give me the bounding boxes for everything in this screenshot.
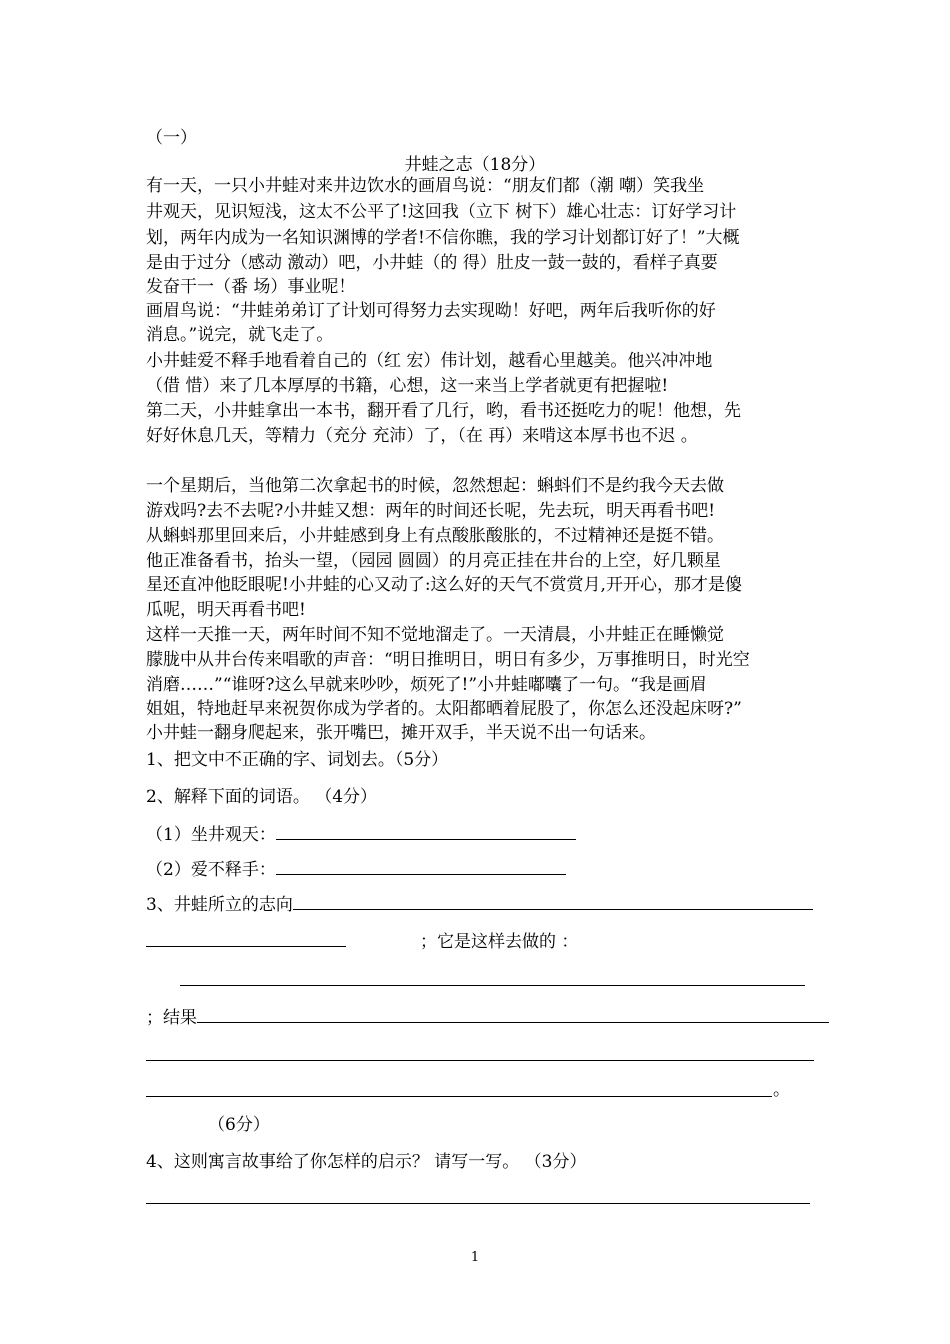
passage-line: 划，两年内成为一名知识渊博的学者!不信你瞧，我的学习计划都订好了！”大概 [146,228,740,248]
answer-line-3-action[interactable] [180,985,805,986]
passage-line: 瓜呢，明天再看书吧! [146,600,306,620]
passage-line: 井观天，见识短浅，这太不公平了!这回我（立下 树下）雄心壮志：订好学习计 [146,202,737,222]
passage-line: 他正准备看书，抬头一望，（园园 圆圆）的月亮正挂在井台的上空，好几颗星 [146,551,721,571]
question-2-1-label: （1）坐井观天： [146,825,276,845]
question-2: 2、解释下面的词语。 （4分） [146,787,378,807]
passage-line: 朦胧中从井台传来唱歌的声音：“明日推明日，明日有多少，万事推明日，时光空 [146,650,750,670]
passage-line: 消磨……”“谁呀?这么早就来吵吵，烦死了!”小井蛙嘟囔了一句。“我是画眉 [146,675,707,695]
passage-line: 小井蛙爱不释手地看着自己的（红 宏）伟计划，越看心里越美。他兴冲冲地 [146,351,713,371]
question-3-score: （6分） [208,1115,270,1135]
question-3-mid-label: ；它是这样去做的 ： [420,932,579,952]
answer-line-3-result-3[interactable] [146,1096,772,1097]
passage-line: 是由于过分（感动 激动）吧，小井蛙（的 得）肚皮一鼓一鼓的，看样子真要 [146,253,718,273]
question-2-2 [146,856,566,882]
passage-line: 游戏吗?去不去呢?小井蛙又想：两年的时间还长呢，先去玩，明天再看书吧! [146,501,716,521]
question-3-result [146,1004,829,1030]
passage-line: 好好休息几天，等精力（充分 充沛）了，（在 再）来啃这本厚书也不迟 。 [146,426,698,446]
passage-line: 有一天，一只小井蛙对来井边饮水的画眉鸟说：“朋友们都（潮 嘲）笑我坐 [146,176,705,196]
passage-line: 姐姐，特地赶早来祝贺你成为学者的。太阳都晒着屁股了，你怎么还没起床呀?” [146,699,742,719]
passage-title: 井蛙之志（18分） [404,155,546,175]
question-3-continued [146,928,578,954]
passage-line: （借 惜）来了几本厚厚的书籍，心想，这一来当上学者就更有把握啦! [146,376,669,396]
answer-line-3-result-2[interactable] [146,1060,814,1061]
answer-blank-3-goal-cont[interactable] [146,928,346,947]
question-1: 1、把文中不正确的字、词划去。（5分） [146,750,449,770]
answer-blank-2-1[interactable] [276,821,576,840]
question-3-end-mark: 。 [773,1080,790,1100]
passage-line: 画眉鸟说：“井蛙弟弟订了计划可得努力去实现呦！好吧，两年后我听你的好 [146,301,716,321]
passage-line: 小井蛙一翻身爬起来，张开嘴巴，摊开双手，半天说不出一句话来。 [146,723,656,743]
answer-line-4[interactable] [146,1203,810,1204]
passage-line: 一个星期后，当他第二次拿起书的时候，忽然想起：蝌蚪们不是约我今天去做 [146,476,724,496]
passage-line: 从蝌蚪那里回来后，小井蛙感到身上有点酸胀酸胀的，不过精神还是挺不错。 [146,526,724,546]
answer-blank-2-2[interactable] [276,856,566,875]
passage-line: 这样一天推一天，两年时间不知不觉地溜走了。一天清晨，小井蛙正在睡懒觉 [146,625,724,645]
question-3-result-label: ；结果 [146,1008,197,1028]
passage-line: 第二天，小井蛙拿出一本书，翻开看了几行，哟，看书还挺吃力的呢！他想，先 [146,401,741,421]
question-3 [146,891,813,917]
answer-blank-3-result[interactable] [197,1004,829,1023]
passage-line: 发奋干一（番 场）事业呢！ [146,277,356,297]
passage-line: 消息。”说完，就飞走了。 [146,325,334,345]
section-label: （一） [146,128,197,148]
page-number: 1 [470,1250,480,1265]
passage-line: 星还直冲他眨眼呢!小井蛙的心又动了:这么好的天气不赏赏月,开开心，那才是傻 [146,575,742,595]
answer-blank-3-goal[interactable] [293,891,813,910]
question-2-2-label: （2）爱不释手： [146,860,276,880]
question-3-label: 3、井蛙所立的志向 [146,895,293,915]
question-4: 4、这则寓言故事给了你怎样的启示？ 请写一写。 （3分） [146,1152,587,1172]
question-2-1 [146,821,576,847]
